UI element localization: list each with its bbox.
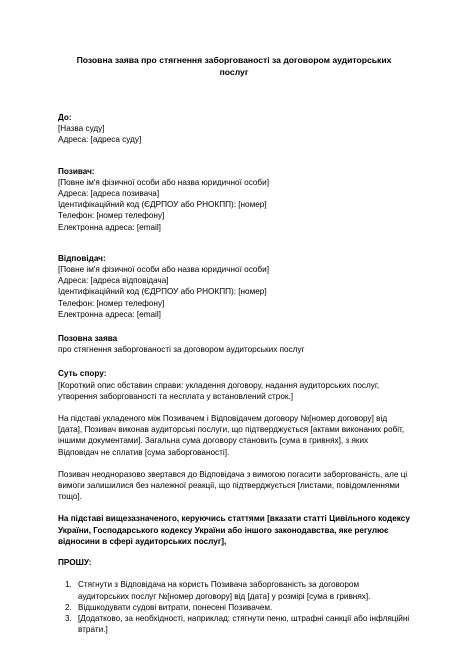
request-item <box>65 613 410 635</box>
request-item-number: 2. <box>65 602 72 612</box>
request-heading: ПРОШУ: <box>58 558 92 568</box>
plaintiff-address: Адреса: [адреса позивача] <box>58 189 160 199</box>
document-title: Позовна заява про стягнення заборгованості за договором аудиторських послуг <box>76 55 392 77</box>
claim-subtitle: про стягнення заборгованості за договором аудиторських послуг <box>58 345 305 355</box>
legal-basis: На підставі вищезазначеного, керуючись статтями [вказати статті Цивільного кодексу України, Господарського кодексу України або іншого законодавства, яке регулює відносини в сфері аудиторських послуг], <box>58 514 410 546</box>
request-item-text: Відшкодувати судові витрати, понесені Позивачем. <box>78 602 273 612</box>
essence-contract-details: На підставі укладеного між Позивачем і Відповідачем договору №[номер договору] від [дата], Позивач виконав аудиторські послуги, що підтверджується [актами виконаних робіт, іншими документами]. Загальна сума договору становить [сума в гривнях], з яких Відповідач не сплатив [сума заборгованості]. <box>58 414 405 457</box>
essence-section <box>58 368 410 547</box>
addressee-section <box>58 112 410 146</box>
essence-heading: Суть спору: <box>58 369 107 379</box>
request-list <box>58 579 410 635</box>
claim-heading: Позовна заява <box>58 334 118 344</box>
claim-section <box>58 333 410 355</box>
request-item <box>65 579 410 601</box>
request-item-number: 1. <box>65 580 72 590</box>
plaintiff-section <box>58 166 410 233</box>
court-address: Адреса: [адреса суду] <box>58 135 142 145</box>
request-item-text: Стягнути з Відповідача на користь Позивача заборгованість за договором аудиторських послуг №[номер договору] від [дата] у розмірі [сума в гривнях]. <box>78 580 371 601</box>
request-item-number: 3. <box>65 613 72 623</box>
essence-summary: [Короткий опис обставин справи: укладення договору, надання аудиторських послуг, утворення заборгованості та несплата у встановлений строк.] <box>58 380 380 401</box>
request-item-text: [Додатково, за необхідності, наприклад: стягнути пеню, штрафні санкції або інфляційні втрати.] <box>78 613 410 635</box>
defendant-section <box>58 253 410 320</box>
defendant-id-code: Ідентифікаційний код (ЄДРПОУ або РНОКПП): [номер] <box>58 287 267 297</box>
court-name: [Назва суду] <box>58 124 105 134</box>
plaintiff-heading: Позивач: <box>58 166 95 176</box>
defendant-name: [Повне ім'я фізичної особи або назва юридичної особи] <box>58 265 269 275</box>
plaintiff-name: [Повне ім'я фізичної особи або назва юридичної особи] <box>58 177 269 187</box>
plaintiff-email: Електронна адреса: [email] <box>58 222 161 232</box>
defendant-heading: Відповідач: <box>58 253 106 263</box>
defendant-email: Електронна адреса: [email] <box>58 309 161 319</box>
defendant-phone: Телефон: [номер телефону] <box>58 298 165 308</box>
plaintiff-id-code: Ідентифікаційний код (ЄДРПОУ або РНОКПП): [номер] <box>58 200 267 210</box>
addressee-heading: До: <box>58 113 72 122</box>
defendant-address: Адреса: [адреса відповідача] <box>58 276 169 286</box>
essence-demands-ignored: Позивач неодноразово звертався до Відповідача з вимогою погасити заборгованість, але ці вимоги залишилися без належної реакції, що підтверджується [листами, повідомленнями тощо]. <box>58 469 408 502</box>
request-section <box>58 557 410 635</box>
plaintiff-phone: Телефон: [номер телефону] <box>58 211 165 221</box>
request-item <box>65 602 410 613</box>
